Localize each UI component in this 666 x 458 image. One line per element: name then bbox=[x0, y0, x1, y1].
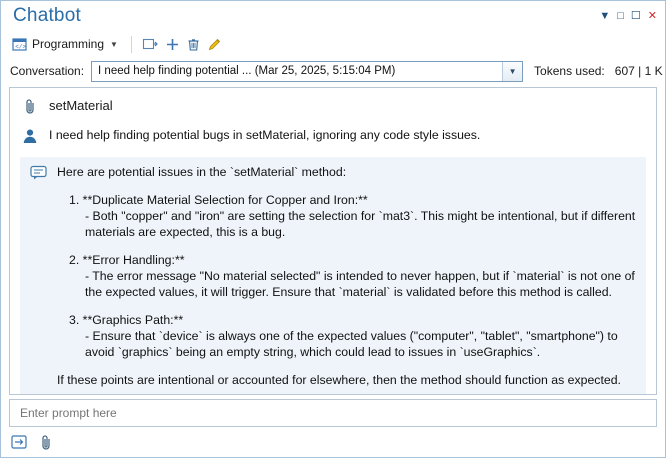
send-icon[interactable] bbox=[11, 434, 29, 450]
bottom-bar bbox=[1, 427, 665, 457]
toolbar-divider bbox=[131, 36, 132, 53]
programming-icon bbox=[12, 37, 27, 52]
user-icon bbox=[20, 127, 40, 146]
chat-scroll-area[interactable] bbox=[10, 88, 656, 394]
conversation-select[interactable] bbox=[91, 61, 523, 82]
attachment-name: setMaterial bbox=[49, 98, 113, 113]
assistant-item-body: - Both "copper" and "iron" are setting the selection for `mat3`. This might be intentional, but if different materials are expected, this is a bug. bbox=[85, 209, 636, 239]
assistant-item-title: 2. **Error Handling:** bbox=[69, 253, 185, 267]
conversation-bar bbox=[1, 57, 665, 85]
tokens-used bbox=[534, 64, 663, 78]
assistant-closing: If these points are intentional or accounted for elsewhere, then the method should function as expected. bbox=[57, 373, 621, 387]
mode-label: Programming bbox=[32, 37, 105, 51]
window-controls bbox=[599, 11, 659, 22]
paperclip-icon bbox=[20, 97, 40, 116]
restore-icon[interactable]: □ bbox=[617, 9, 624, 22]
caret-down-icon[interactable]: ▼ bbox=[599, 9, 611, 22]
plus-icon[interactable] bbox=[165, 37, 180, 52]
assistant-message bbox=[20, 157, 646, 394]
maximize-icon[interactable]: ☐ bbox=[630, 9, 641, 22]
assistant-item-title: 1. **Duplicate Material Selection for Copper and Iron:** bbox=[69, 193, 368, 207]
mode-selector[interactable] bbox=[9, 36, 121, 53]
chat-transcript bbox=[9, 87, 657, 395]
assistant-item-body: - Ensure that `device` is always one of the expected values ("computer", "tablet", "smartphone") to avoid `graphics` being an empty string, which could lead to issues in `useGraphics`. bbox=[85, 329, 618, 359]
assistant-item bbox=[57, 252, 638, 300]
paperclip-icon[interactable] bbox=[39, 434, 53, 451]
user-message-text: I need help finding potential bugs in setMaterial, ignoring any code style issues. bbox=[49, 128, 481, 142]
tokens-label: Tokens used: bbox=[534, 64, 605, 78]
trash-icon[interactable] bbox=[186, 37, 201, 52]
svg-text:</>: </> bbox=[15, 43, 27, 50]
chevron-down-icon: ▼ bbox=[110, 39, 118, 49]
assistant-message-body bbox=[57, 164, 638, 388]
assistant-item-body: - The error message "No material selected" is intended to never happen, but if `material` is not one of the expected values, it will trigger. Ensure that `material` is validated before this method is called. bbox=[85, 269, 635, 299]
assistant-item bbox=[57, 192, 638, 240]
prompt-input[interactable] bbox=[18, 405, 648, 421]
chevron-down-icon[interactable]: ▼ bbox=[502, 62, 522, 81]
assistant-item-title: 3. **Graphics Path:** bbox=[69, 313, 184, 327]
new-conversation-icon[interactable] bbox=[142, 37, 159, 52]
conversation-label: Conversation: bbox=[10, 64, 85, 78]
close-icon[interactable]: ✕ bbox=[647, 9, 657, 22]
tokens-value: 607 | 1 K bbox=[614, 64, 663, 78]
user-message bbox=[20, 127, 646, 146]
chat-bubble-icon bbox=[28, 164, 48, 183]
prompt-row[interactable] bbox=[9, 399, 657, 427]
attachment-message bbox=[20, 97, 646, 116]
title-bar bbox=[1, 1, 665, 31]
page-title: Chatbot bbox=[13, 5, 81, 26]
conversation-selected-value: I need help finding potential ... (Mar 25, 2025, 5:15:04 PM) bbox=[98, 65, 396, 77]
pencil-icon[interactable] bbox=[207, 37, 222, 52]
toolbar bbox=[1, 31, 665, 57]
assistant-intro: Here are potential issues in the `setMaterial` method: bbox=[57, 165, 347, 179]
assistant-item bbox=[57, 312, 638, 360]
